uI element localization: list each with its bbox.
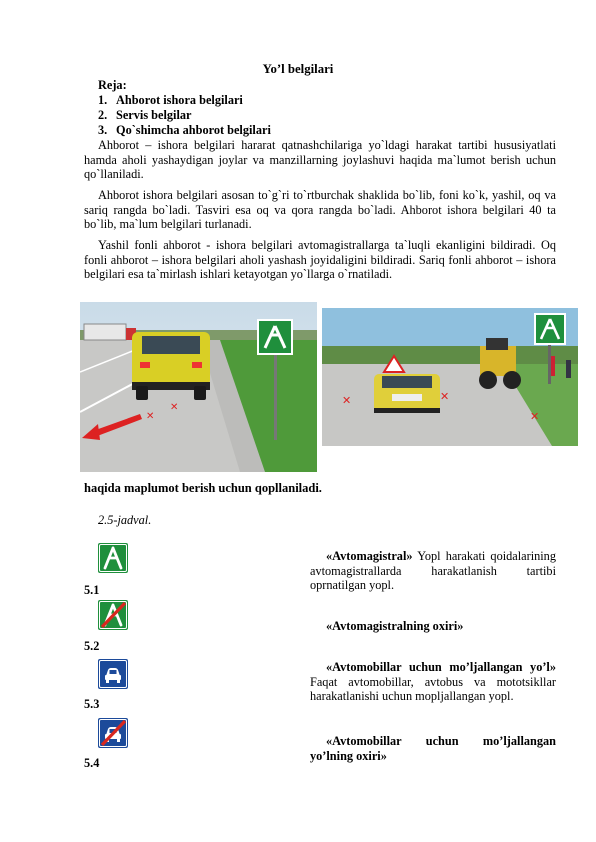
plan-item-number: 1.	[98, 93, 108, 107]
paragraph: Ahborot – ishora belgilari hararat qatnashchilariga yo`ldagi harakat tartibi hususiyatlati hamda aholi yashaydigan joylar va manzillarning joylashuvi haqida ma`lumot berish uchun qo`llaniladi.	[84, 138, 556, 182]
plan-item-text: Servis belgilar	[116, 108, 192, 122]
sign-number: 5.2	[84, 639, 100, 653]
sign-description	[310, 734, 556, 763]
plan-item	[98, 93, 243, 108]
sign-description	[310, 619, 556, 634]
page-title: Yo’l belgilari	[262, 62, 334, 76]
svg-text:✕: ✕	[342, 394, 352, 407]
svg-text:✕: ✕	[146, 411, 155, 422]
svg-text:✕: ✕	[440, 390, 450, 403]
road-works-photo	[322, 308, 578, 446]
end-of-motorway-sign-icon	[98, 600, 128, 630]
plan-item-number: 2.	[98, 108, 108, 122]
paragraph: Ahborot ishora belgilari asosan to`g`ri to`rtburchak shaklida bo`lib, foni ko`k, yashil, oq va sariq rangda bo`ladi. Tasviri esa oq va qora rangda bo`ladi. Ahborot ishora belgilari 40 ta bo`lib, ma`lum belgilari turlanadi.	[84, 188, 556, 232]
plan-item-number: 3.	[98, 123, 108, 137]
end-of-car-road-sign-icon	[98, 718, 128, 748]
plan-label: Reja:	[98, 78, 127, 92]
motorway-photo	[80, 302, 317, 472]
caption-partial: haqida maplumot berish uchun qopllaniladi.	[84, 481, 322, 495]
sign-number: 5.1	[84, 583, 100, 597]
sign-name: «Avtomagistral»	[326, 549, 413, 563]
plan-item	[98, 108, 191, 123]
sign-number: 5.4	[84, 756, 100, 770]
sign-description	[310, 660, 556, 704]
svg-text:✕: ✕	[530, 410, 540, 423]
sign-number: 5.3	[84, 697, 100, 711]
sign-text: Yopl harakati qoidalarining avtomagistrallarda harakatlanish tartibi oprnatilgan yopl.	[310, 549, 556, 593]
plan-item-text: Qo`shimcha ahborot belgilari	[116, 123, 271, 137]
paragraph: Yashil fonli ahborot - ishora belgilari avtomagistrallarga ta`luqli ekanligini bildiradi. Oq fonli ahborot – ishora belgilari aholi yashash joyidaligini bildiradi. Sariq fonli ahborot – ishora belgilari esa ta`mirlash ishlari ketayotgan yo`llarga o`rnatiladi.	[84, 238, 556, 282]
sign-name: «Avtomobillar uchun mo’ljallangan yo’l»	[326, 660, 556, 674]
motorway-sign-icon	[98, 543, 128, 573]
plan-item-text: Ahborot ishora belgilari	[116, 93, 243, 107]
sign-description	[310, 549, 556, 593]
sign-name: «Avtomagistralning oxiri»	[326, 619, 464, 633]
table-caption: 2.5-jadval.	[98, 513, 152, 527]
sign-text: Faqat avtomobillar, avtobus va mototsikllar harakatlanishi uchun mopljallangan yopl.	[310, 674, 556, 704]
sign-name: «Avtomobillar uchun mo’ljallangan yo’lning oxiri»	[310, 734, 556, 763]
plan-item	[98, 123, 271, 138]
svg-text:✕: ✕	[170, 402, 179, 413]
car-road-sign-icon	[98, 659, 128, 689]
